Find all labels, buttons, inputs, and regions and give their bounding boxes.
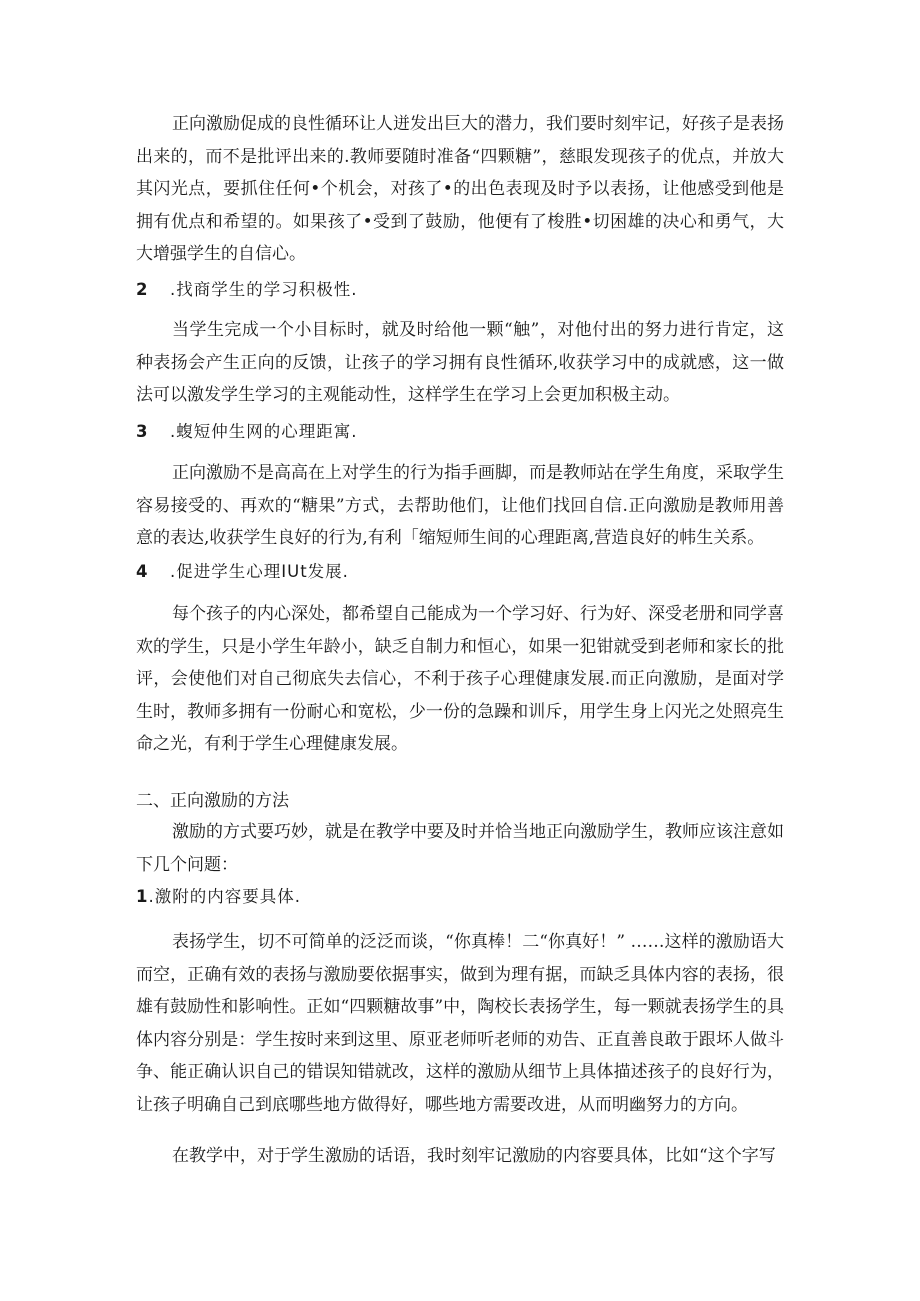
paragraph-small-goal: 当学生完成一个小目标时，就及时给他一颗“触”，对他付出的努力进行肯定，这种表扬会产生正向的反馈，让孩子的学习拥有良性循环,收获学习中的成就感，这一做法可以激发学生学习的主观能动性，这样学生在学习上会更加积极主动。	[136, 320, 784, 405]
section-title-methods: 二、正向激励的方法	[136, 791, 289, 811]
heading-number: 2	[136, 280, 149, 299]
heading-text: .促进学生心理IUt发展.	[170, 562, 349, 581]
heading-1-specific-content	[136, 883, 784, 911]
paragraph-methods-intro: 激励的方式要巧妙，就是在教学中要及时并恰当地正向激励学生，教师应该注意如下几个问题：	[136, 822, 784, 875]
paragraph-candy-method: 正向激励不是高高在上对学生的行为指手画脚，而是教师站在学生角度，采取学生容易接受的、再欢的“糖果”方式，去帮助他们，让他们找回自信.正向激励是教师用善意的表达,收获学生良好的行为,有利「缩短师生间的心理距离,营造良好的帏生关系。	[136, 463, 784, 548]
paragraph-positive-cycle: 正向激励促成的良性循环让人迸发出巨大的潜力，我们要时刻牢记，好孩子是表扬出来的，而不是批评出来的.教师要随时准备“四颗糖”，慈眼发现孩子的优点，并放大其闪光点，要抓住任何•个机会，对孩了•的出色表现及时予以表扬，让他感受到他是拥有优点和希望的。如果孩了•受到了鼓励，他便有了梭胜•切困雄的决心和勇气，大大增强学生的自信心。	[136, 114, 784, 264]
paragraph-praise-specific: 表扬学生，切不可简单的泛泛而谈，“你真棒！二“你真好！” ……这样的激励语大而空，正确有效的表扬与激励要依据事实，做到为理有据，而缺乏具体内容的表扬，很雄有鼓励性和影响性。正如“四颗糖故事”中，陶校长表扬学生，每一颗就表扬学生的具体内容分别是：学生按时来到这里、原亚老师听老师的劝告、正直善良敢于跟坏人做斗争、能正确认识自己的错误知错就改，这样的激励从细节上具体描述孩子的良好行为，让孩子明确自己到底哪些地方做得好，哪些地方需要改进，从而明幽努力的方向。	[136, 932, 784, 1115]
paragraph-teaching-example: 在教学中，对于学生激励的话语，我时刻牢记激励的内容要具体，比如“这个字写	[172, 1146, 776, 1166]
heading-number: 1	[136, 887, 149, 906]
heading-3-distance	[136, 418, 784, 446]
heading-2-learning-enthusiasm	[136, 276, 784, 304]
heading-4-mental-health	[136, 558, 784, 586]
heading-number: 4	[136, 562, 149, 581]
heading-text: .激附的内容要具体.	[148, 887, 301, 906]
paragraph-inner-heart: 每个孩子的内心深处，都希望自己能成为一个学习好、行为好、深受老册和同学喜欢的学生，只是小学生年龄小，缺乏自制力和恒心，如果一犯钳就受到老师和家长的批评，会使他们对自己彻底失去信心，不利于孩子心理健康发展.而正向激励，是面对学生时，教师多拥有一份耐心和宽松，少一份的急躁和训斥，用学生身上闪光之处照亮生命之光，有利于学生心理健康发展。	[136, 604, 784, 754]
heading-text: .找商学生的学习积极性.	[170, 280, 358, 299]
heading-text: .蝮短仲生网的心理距寓.	[170, 422, 358, 441]
heading-number: 3	[136, 422, 149, 441]
